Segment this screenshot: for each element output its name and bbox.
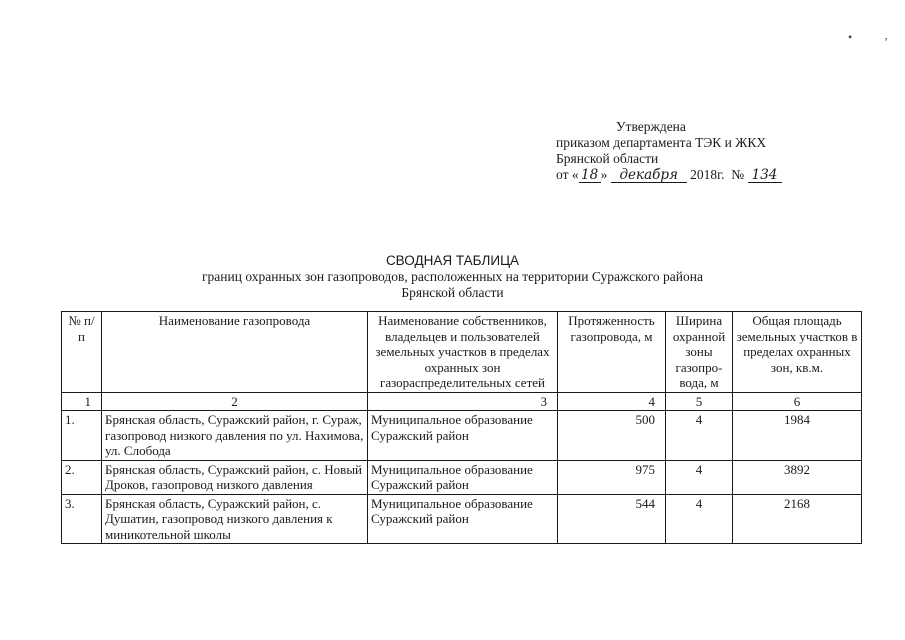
pipeline-name: Брянская область, Суражский район, с. Душатин, газопровод низкого давления к миникотельной школы bbox=[102, 494, 368, 544]
pipeline-name: Брянская область, Суражский район, с. Новый Дроков, газопровод низкого давления bbox=[102, 460, 368, 494]
scan-mark: • bbox=[848, 30, 853, 44]
area-value: 3892 bbox=[733, 460, 862, 494]
approval-region: Брянской области bbox=[556, 151, 659, 166]
table-row bbox=[62, 494, 862, 544]
length-value: 544 bbox=[558, 494, 666, 544]
order-number: 134 bbox=[748, 169, 782, 183]
area-value: 2168 bbox=[733, 494, 862, 544]
header-owners: Наименование собственников, владельцев и пользователей земельных участков в пределах охранных зон газораспределительных сетей bbox=[368, 312, 558, 393]
date-mid: » bbox=[600, 167, 608, 182]
row-number: 2. bbox=[62, 460, 102, 494]
header-total-area: Общая площадь земельных участков в пределах охранных зон, кв.м. bbox=[733, 312, 862, 393]
number-label: № bbox=[731, 167, 745, 182]
zone-width-value: 4 bbox=[666, 411, 733, 461]
title-main: СВОДНАЯ ТАБЛИЦА bbox=[385, 253, 520, 268]
date-prefix: от « bbox=[556, 167, 579, 182]
title-subtitle: границ охранных зон газопроводов, расположенных на территории Суражского района bbox=[202, 269, 703, 284]
owner: Муниципальное образование Суражский район bbox=[368, 494, 558, 544]
row-number: 1. bbox=[62, 411, 102, 461]
header-length: Протяженность газопровода, м bbox=[558, 312, 666, 393]
area-value: 1984 bbox=[733, 411, 862, 461]
zone-width-value: 4 bbox=[666, 460, 733, 494]
col-number: 3 bbox=[368, 392, 558, 411]
date-year: 2018г. bbox=[690, 167, 725, 182]
header-number: № п/п bbox=[62, 312, 102, 393]
col-number: 6 bbox=[733, 392, 862, 411]
owner: Муниципальное образование Суражский район bbox=[368, 460, 558, 494]
approval-order: приказом департамента ТЭК и ЖКХ bbox=[556, 135, 767, 150]
header-zone-width: Ширина охранной зоны газопро-вода, м bbox=[666, 312, 733, 393]
row-number: 3. bbox=[62, 494, 102, 544]
title-region: Брянской области bbox=[401, 285, 504, 300]
column-numbers-row bbox=[62, 392, 862, 411]
header-row bbox=[62, 312, 862, 393]
summary-table bbox=[61, 311, 862, 544]
pipeline-name: Брянская область, Суражский район, г. Сураж, газопровод низкого давления по ул. Нахимова, ул. Слобода bbox=[102, 411, 368, 461]
table-row bbox=[62, 460, 862, 494]
length-value: 500 bbox=[558, 411, 666, 461]
scan-mark: ‚ bbox=[884, 28, 888, 42]
header-pipeline-name: Наименование газопровода bbox=[102, 312, 368, 393]
col-number: 4 bbox=[558, 392, 666, 411]
document-title bbox=[0, 253, 905, 301]
approval-date bbox=[556, 167, 782, 183]
date-month: декабря bbox=[611, 169, 687, 183]
date-day: 18 bbox=[579, 169, 601, 183]
col-number: 5 bbox=[666, 392, 733, 411]
zone-width-value: 4 bbox=[666, 494, 733, 544]
col-number: 2 bbox=[102, 392, 368, 411]
approval-block bbox=[556, 119, 782, 183]
approval-title: Утверждена bbox=[616, 119, 686, 134]
length-value: 975 bbox=[558, 460, 666, 494]
owner: Муниципальное образование Суражский район bbox=[368, 411, 558, 461]
table-row bbox=[62, 411, 862, 461]
col-number: 1 bbox=[62, 392, 102, 411]
